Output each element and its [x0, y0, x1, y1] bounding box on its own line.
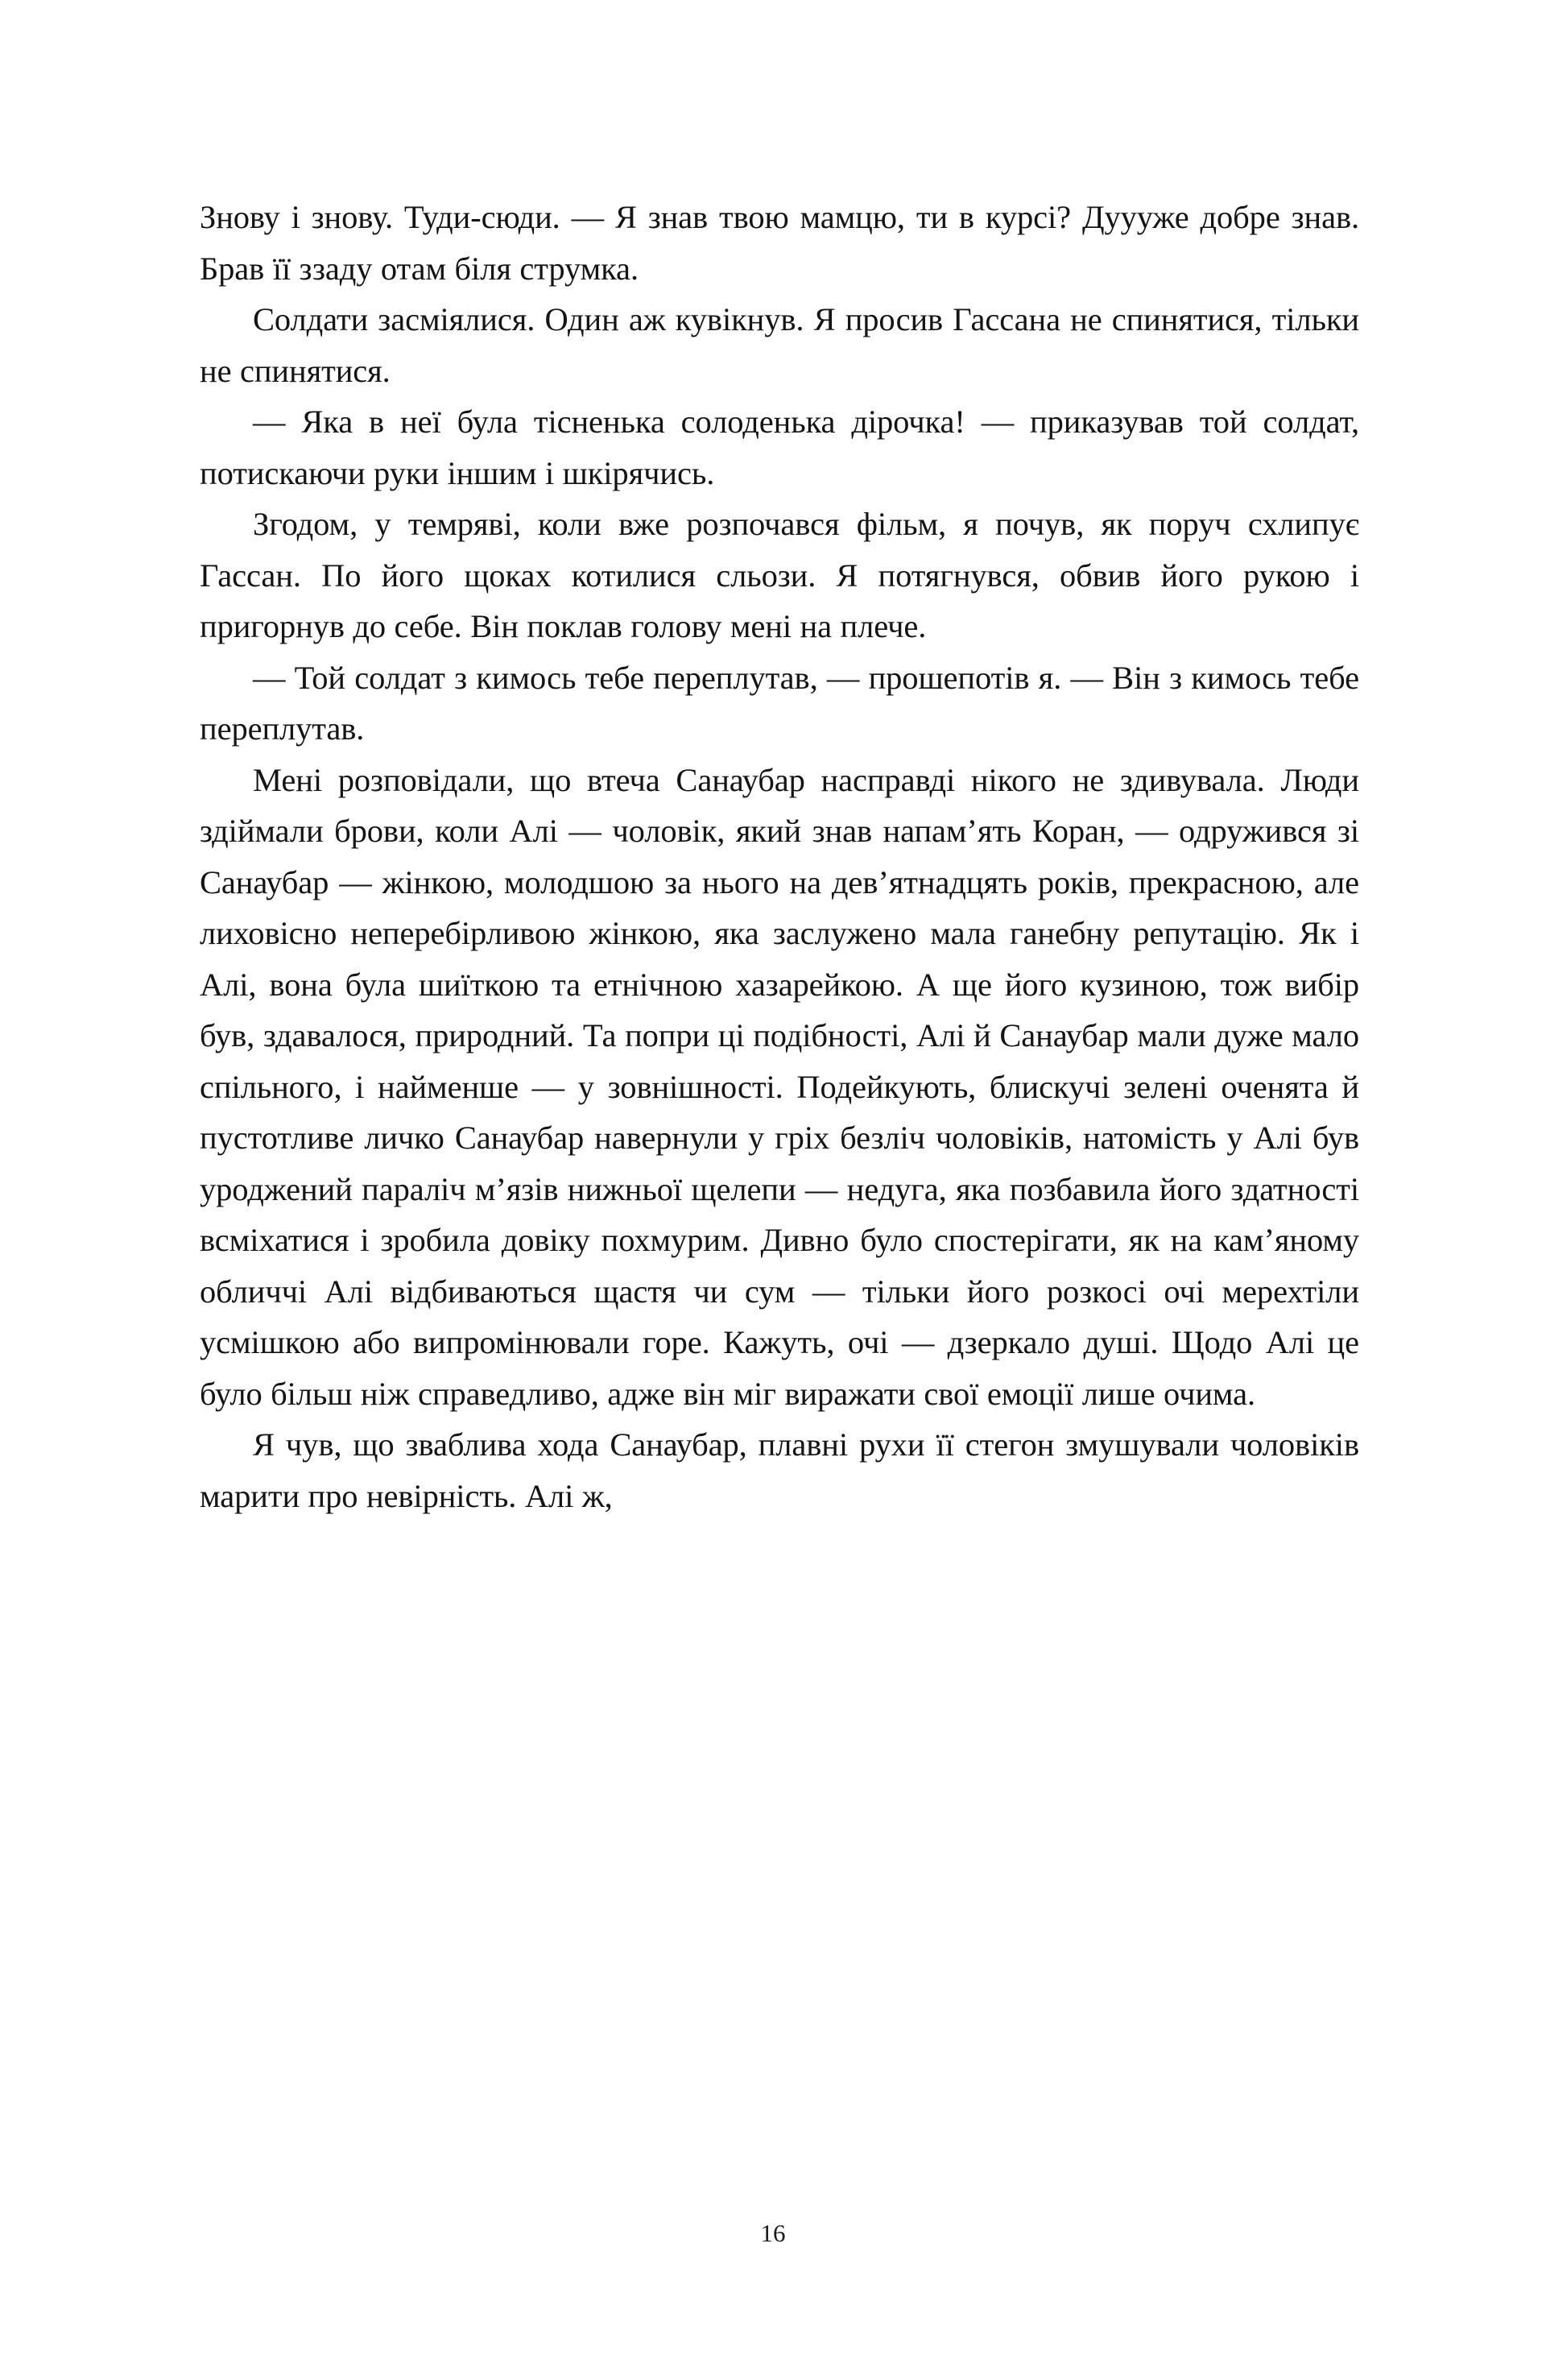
- page-text-body: [200, 192, 1359, 1521]
- paragraph: Мені розповідали, що втеча Санаубар насправді нікого не здивувала. Люди здіймали брови, коли Алі — чоловік, який знав напам’ять Коран, — одружився зі Санаубар — жінкою, молодшою за нього на дев’ятнадцять років, прекрасною, але лиховісно неперебірливою жінкою, яка заслужено мала ганебну репутацію. Як і Алі, вона була шиїткою та етнічною хазарейкою. А ще його кузиною, тож вибір був, здавалося, природний. Та попри ці подібності, Алі й Санаубар мали дуже мало спільного, і найменше — у зовнішності. Подейкують, блискучі зелені оченята й пустотливе личко Санаубар навернули у гріх безліч чоловіків, натомість у Алі був уроджений параліч м’язів нижньої щелепи — недуга, яка позбавила його здатності всміхатися і зробила довіку похмурим. Дивно було спостерігати, як на кам’яному обличчі Алі відбиваються щастя чи сум — тільки його розкосі очі мерехтіли усмішкою або випромінювали горе. Кажуть, очі — дзеркало душі. Щодо Алі це було більш ніж справедливо, адже він міг виражати свої емоції лише очима.: [200, 761, 1359, 1412]
- page-number: 16: [760, 2219, 786, 2247]
- paragraph: — Яка в неї була тісненька солоденька дірочка! — приказував той солдат, потискаючи руки іншим і шкірячись.: [200, 404, 1359, 491]
- paragraph: Згодом, у темряві, коли вже розпочався фільм, я почув, як поруч схлипує Гассан. По його щоках котилися сльози. Я потягнувся, обвив його рукою і пригорнув до себе. Він поклав голову мені на плече.: [200, 506, 1359, 644]
- paragraph: — Той солдат з кимось тебе переплутав, — прошепотів я. — Він з кимось тебе переплутав.: [200, 659, 1359, 747]
- paragraph: Солдати засміялися. Один аж кувікнув. Я просив Гассана не спинятися, тільки не спинятися.: [200, 301, 1359, 389]
- paragraph: Знову і знову. Туди-сюди. — Я знав твою мамцю, ти в курсі? Дуууже добре знав. Брав її ззаду отам біля струмка.: [200, 199, 1359, 287]
- paragraph: Я чув, що зваблива хода Санаубар, плавні рухи її стегон змушували чоловіків марити про невірність. Алі ж,: [200, 1426, 1359, 1514]
